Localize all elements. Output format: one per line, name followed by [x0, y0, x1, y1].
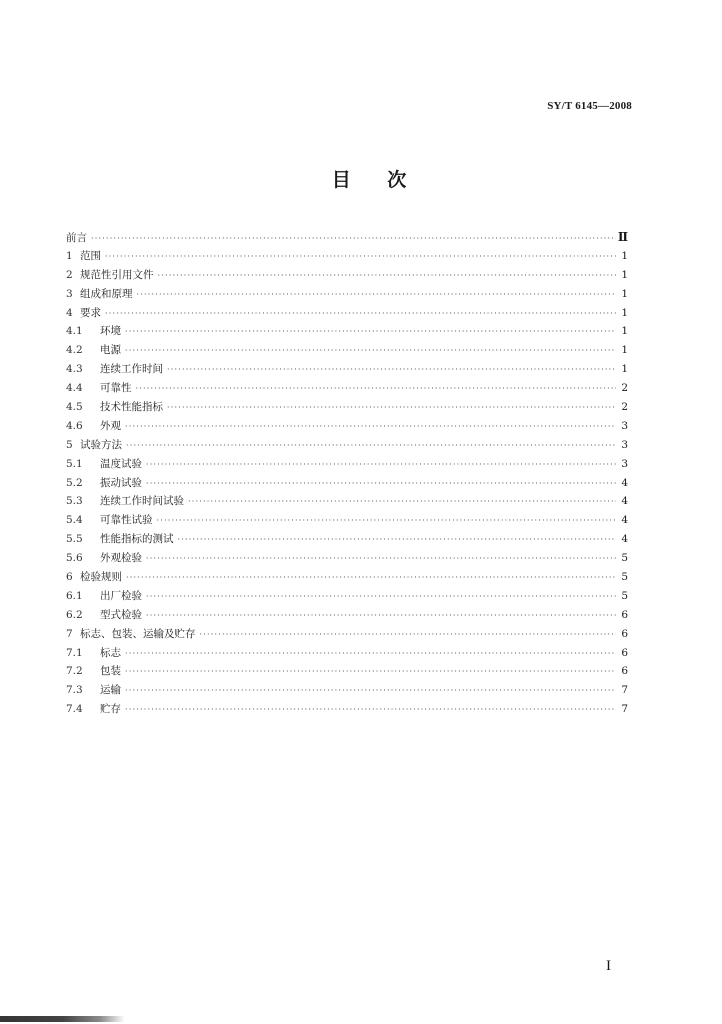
dot-leader — [125, 342, 616, 360]
page-number: I — [606, 958, 611, 974]
toc-entry-number: 7.1 — [66, 646, 83, 659]
toc-entry-number: 6.2 — [66, 608, 83, 621]
toc-entry-page: 2 — [621, 401, 628, 414]
dot-leader — [136, 380, 617, 398]
toc-entry-page: 1 — [621, 287, 628, 300]
toc-entry-title: 标志 — [100, 646, 121, 659]
toc-entry-title: 包装 — [100, 665, 121, 678]
toc-entry[interactable] — [66, 266, 628, 285]
toc-entry-number: 5.5 — [66, 533, 83, 546]
toc-entry-number: 3 — [66, 287, 73, 300]
toc-entry[interactable] — [66, 568, 628, 587]
toc-entry[interactable] — [66, 625, 628, 644]
dot-leader — [105, 248, 616, 266]
toc-entry[interactable] — [66, 681, 628, 700]
dot-leader — [146, 456, 616, 474]
toc-entry-title: 运输 — [100, 684, 121, 697]
toc-entry-number: 6 — [66, 571, 73, 584]
toc-entry[interactable] — [66, 662, 628, 681]
toc-entry[interactable] — [66, 511, 628, 530]
toc-entry[interactable] — [66, 644, 628, 663]
toc-entry[interactable] — [66, 417, 628, 436]
toc-entry-title: 连续工作时间 — [100, 363, 163, 376]
toc-entry-number: 4.6 — [66, 419, 83, 432]
toc-entry[interactable] — [66, 474, 628, 493]
toc-entry-number: 5.2 — [66, 476, 83, 489]
toc-entry-title: 可靠性试验 — [100, 514, 153, 527]
toc-entry-number: 5.6 — [66, 552, 83, 565]
toc-entry-page: 5 — [621, 571, 628, 584]
toc-entry-number: 4.4 — [66, 382, 83, 395]
toc-entry[interactable] — [66, 285, 628, 304]
toc-entry-number: 1 — [66, 249, 73, 262]
toc-entry-number: 5.3 — [66, 495, 83, 508]
toc-entry[interactable] — [66, 587, 628, 606]
toc-entry-page: 7 — [621, 684, 628, 697]
toc-entry[interactable] — [66, 700, 628, 719]
dot-leader — [125, 418, 616, 436]
toc-entry[interactable] — [66, 398, 628, 417]
toc-entry-title: 性能指标的测试 — [100, 533, 174, 546]
toc-entry[interactable] — [66, 379, 628, 398]
dot-leader — [146, 475, 616, 493]
dot-leader — [137, 286, 617, 304]
toc-entry-title: 连续工作时间试验 — [100, 495, 184, 508]
toc-entry-page: 3 — [621, 457, 628, 470]
toc-entry-title: 电源 — [100, 344, 121, 357]
table-of-contents — [66, 228, 628, 719]
toc-entry-page: 1 — [621, 249, 628, 262]
toc-entry-page: 6 — [621, 608, 628, 621]
toc-entry[interactable] — [66, 549, 628, 568]
toc-entry-number: 4.3 — [66, 363, 83, 376]
dot-leader — [167, 399, 616, 417]
toc-entry[interactable] — [66, 530, 628, 549]
toc-entry-page: 6 — [621, 665, 628, 678]
toc-entry-number: 7 — [66, 627, 73, 640]
page-title: 目 次 — [331, 169, 407, 191]
dot-leader — [126, 569, 616, 587]
toc-entry-number: 6.1 — [66, 589, 83, 602]
toc-entry-title: 要求 — [80, 306, 101, 319]
toc-entry-title: 试验方法 — [80, 438, 122, 451]
toc-entry-page: 4 — [621, 514, 628, 527]
toc-entry-title: 环境 — [100, 325, 121, 338]
toc-entry-page: 1 — [621, 268, 628, 281]
toc-entry-page: 4 — [621, 533, 628, 546]
dot-leader — [188, 493, 616, 511]
toc-entry-page: 4 — [621, 476, 628, 489]
toc-entry[interactable] — [66, 455, 628, 474]
toc-entry-page: 1 — [621, 306, 628, 319]
toc-entry-title: 外观 — [100, 419, 121, 432]
toc-entry-page: 3 — [621, 438, 628, 451]
toc-entry-title: 组成和原理 — [80, 287, 133, 300]
toc-entry-page: 1 — [621, 325, 628, 338]
toc-entry-title: 技术性能指标 — [100, 401, 163, 414]
dot-leader — [125, 682, 616, 700]
dot-leader — [91, 230, 616, 248]
toc-entry-number: 5.1 — [66, 457, 83, 470]
toc-entry[interactable] — [66, 341, 628, 360]
scan-artifact — [0, 1016, 125, 1022]
toc-entry-title: 标志、包装、运输及贮存 — [80, 627, 196, 640]
toc-entry-page: 5 — [621, 552, 628, 565]
toc-entry-number: 4.5 — [66, 401, 83, 414]
dot-leader — [146, 607, 616, 625]
toc-entry-title: 外观检验 — [100, 552, 142, 565]
toc-entry-number: 4.2 — [66, 344, 83, 357]
toc-entry-title: 型式检验 — [100, 608, 142, 621]
standard-code: SY/T 6145—2008 — [547, 100, 632, 112]
dot-leader — [125, 323, 616, 341]
toc-entry[interactable] — [66, 606, 628, 625]
toc-entry-number: 7.4 — [66, 703, 83, 716]
toc-entry-title: 贮存 — [100, 703, 121, 716]
toc-entry[interactable] — [66, 436, 628, 455]
toc-entry-number: 7.2 — [66, 665, 83, 678]
toc-entry-page: Ⅱ — [617, 230, 628, 244]
toc-entry[interactable] — [66, 247, 628, 266]
toc-entry-page: 7 — [621, 703, 628, 716]
dot-leader — [200, 626, 617, 644]
toc-entry-title: 前言 — [66, 232, 87, 244]
toc-entry-title: 温度试验 — [100, 457, 142, 470]
toc-entry[interactable] — [66, 304, 628, 323]
toc-entry-title: 振动试验 — [100, 476, 142, 489]
toc-entry[interactable] — [66, 322, 628, 341]
dot-leader — [125, 701, 616, 719]
toc-entry-page: 2 — [621, 382, 628, 395]
toc-entry-title: 范围 — [80, 249, 101, 262]
toc-entry-number: 2 — [66, 268, 73, 281]
toc-entry-number: 5 — [66, 438, 73, 451]
dot-leader — [178, 531, 617, 549]
dot-leader — [125, 663, 616, 681]
toc-entry-page: 3 — [621, 419, 628, 432]
dot-leader — [146, 588, 616, 606]
toc-entry-page: 1 — [621, 363, 628, 376]
toc-entry[interactable] — [66, 228, 628, 247]
toc-entry[interactable] — [66, 360, 628, 379]
toc-entry-number: 5.4 — [66, 514, 83, 527]
dot-leader — [167, 361, 616, 379]
toc-entry-number: 7.3 — [66, 684, 83, 697]
dot-leader — [125, 645, 616, 663]
toc-entry-title: 可靠性 — [100, 382, 132, 395]
dot-leader — [157, 512, 617, 530]
toc-entry-number: 4 — [66, 306, 73, 319]
toc-entry-page: 6 — [621, 646, 628, 659]
toc-entry-title: 规范性引用文件 — [80, 268, 154, 281]
toc-entry-page: 5 — [621, 589, 628, 602]
dot-leader — [158, 267, 617, 285]
dot-leader — [146, 550, 616, 568]
toc-entry-page: 4 — [621, 495, 628, 508]
toc-entry-page: 1 — [621, 344, 628, 357]
toc-entry-number: 4.1 — [66, 325, 83, 338]
toc-entry-title: 检验规则 — [80, 571, 122, 584]
toc-entry[interactable] — [66, 492, 628, 511]
toc-entry-page: 6 — [621, 627, 628, 640]
toc-entry-title: 出厂检验 — [100, 589, 142, 602]
dot-leader — [105, 305, 616, 323]
dot-leader — [126, 437, 616, 455]
